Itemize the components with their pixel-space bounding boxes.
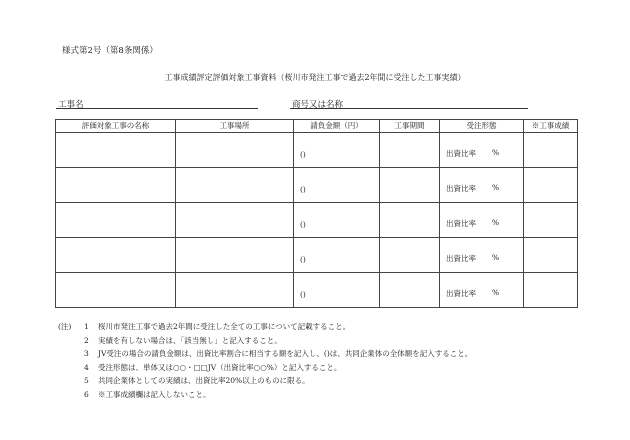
- company-name-field[interactable]: [290, 108, 528, 109]
- note-item: [58, 361, 472, 375]
- work-period-cell[interactable]: [380, 133, 440, 168]
- work-period-cell[interactable]: [380, 203, 440, 238]
- note-text: 共同企業体としての実績は、出資比率20%以上のものに限る。: [98, 376, 310, 385]
- note-item: [58, 388, 472, 402]
- work-name-cell[interactable]: [56, 273, 176, 308]
- ratio-label: 出資比率: [446, 289, 476, 298]
- contract-amount-cell[interactable]: [294, 133, 380, 168]
- table-row: [56, 238, 578, 273]
- note-item: [58, 347, 472, 361]
- form-number: 様式第2号（第8条関係）: [62, 46, 158, 56]
- amount-paren: (): [300, 150, 306, 159]
- work-location-cell[interactable]: [176, 168, 294, 203]
- order-type-cell[interactable]: [440, 238, 524, 273]
- work-grade-cell: [524, 168, 578, 203]
- order-type-cell[interactable]: [440, 273, 524, 308]
- work-period-cell[interactable]: [380, 273, 440, 308]
- note-number: 3: [84, 349, 89, 358]
- amount-paren: (): [300, 255, 306, 264]
- amount-paren: (): [300, 290, 306, 299]
- work-name-cell[interactable]: [56, 168, 176, 203]
- header-contract-amount: 請負金額（円）: [294, 120, 380, 133]
- header-work-location: 工事場所: [176, 120, 294, 133]
- table-header-row: [56, 120, 578, 133]
- ratio-unit: %: [492, 218, 500, 227]
- work-name-cell[interactable]: [56, 238, 176, 273]
- ratio-label: 出資比率: [446, 254, 476, 263]
- contract-amount-cell[interactable]: [294, 273, 380, 308]
- amount-paren: (): [300, 220, 306, 229]
- note-text: 桜川市発注工事で過去2年間に受注した全ての工事について記載すること。: [98, 322, 351, 331]
- work-location-cell[interactable]: [176, 238, 294, 273]
- work-period-cell[interactable]: [380, 168, 440, 203]
- ratio-unit: %: [492, 183, 500, 192]
- order-type-cell[interactable]: [440, 133, 524, 168]
- contract-amount-cell[interactable]: [294, 203, 380, 238]
- work-grade-cell: [524, 203, 578, 238]
- note-text: ※工事成績欄は記入しないこと。: [98, 389, 211, 399]
- note-text: 受注形態は、単体又は○○・□□JV（出資比率○○%）と記入すること。: [98, 362, 342, 372]
- note-number: 2: [84, 335, 89, 345]
- note-text: JV受注の場合の請負金額は、出資比率割合に相当する額を記入し、()は、共同企業体の全体額を記入すること。: [98, 349, 473, 358]
- table-row: [56, 168, 578, 203]
- header-work-grade: ※工事成績: [524, 120, 578, 133]
- note-item: [58, 320, 472, 334]
- ratio-unit: %: [492, 288, 500, 297]
- note-number: 6: [84, 389, 89, 399]
- note-item: [58, 374, 472, 388]
- work-grade-cell: [524, 133, 578, 168]
- work-location-cell[interactable]: [176, 203, 294, 238]
- order-type-cell[interactable]: [440, 203, 524, 238]
- document-title: 工事成績評定評価対象工事資料（桜川市発注工事で過去2年間に受注した工事実績）: [164, 73, 466, 82]
- work-name-cell[interactable]: [56, 203, 176, 238]
- table-row: [56, 273, 578, 308]
- header-work-name: 評価対象工事の名称: [56, 120, 176, 133]
- note-text: 実績を有しない場合は、「該当無し」と記入すること。: [98, 335, 282, 345]
- header-work-period: 工事期間: [380, 120, 440, 133]
- order-type-cell[interactable]: [440, 168, 524, 203]
- ratio-unit: %: [492, 148, 500, 157]
- works-table: [55, 119, 578, 308]
- amount-paren: (): [300, 185, 306, 194]
- ratio-label: 出資比率: [446, 219, 476, 228]
- company-name-label: 商号又は名称: [292, 100, 344, 110]
- work-location-cell[interactable]: [176, 133, 294, 168]
- work-name-label: 工事名: [58, 100, 84, 110]
- note-number: 1: [84, 322, 89, 331]
- ratio-label: 出資比率: [446, 149, 476, 158]
- table-row: [56, 203, 578, 238]
- note-number: 5: [84, 376, 89, 385]
- notes-prefix: (注): [58, 322, 72, 331]
- header-order-type: 受注形態: [440, 120, 524, 133]
- ratio-unit: %: [492, 253, 500, 262]
- work-period-cell[interactable]: [380, 238, 440, 273]
- work-name-cell[interactable]: [56, 133, 176, 168]
- contract-amount-cell[interactable]: [294, 168, 380, 203]
- contract-amount-cell[interactable]: [294, 238, 380, 273]
- work-grade-cell: [524, 238, 578, 273]
- note-item: [58, 334, 472, 348]
- work-name-field[interactable]: [56, 108, 258, 109]
- table-row: [56, 133, 578, 168]
- ratio-label: 出資比率: [446, 184, 476, 193]
- work-grade-cell: [524, 273, 578, 308]
- work-location-cell[interactable]: [176, 273, 294, 308]
- note-number: 4: [84, 362, 89, 372]
- notes-section: [58, 320, 472, 401]
